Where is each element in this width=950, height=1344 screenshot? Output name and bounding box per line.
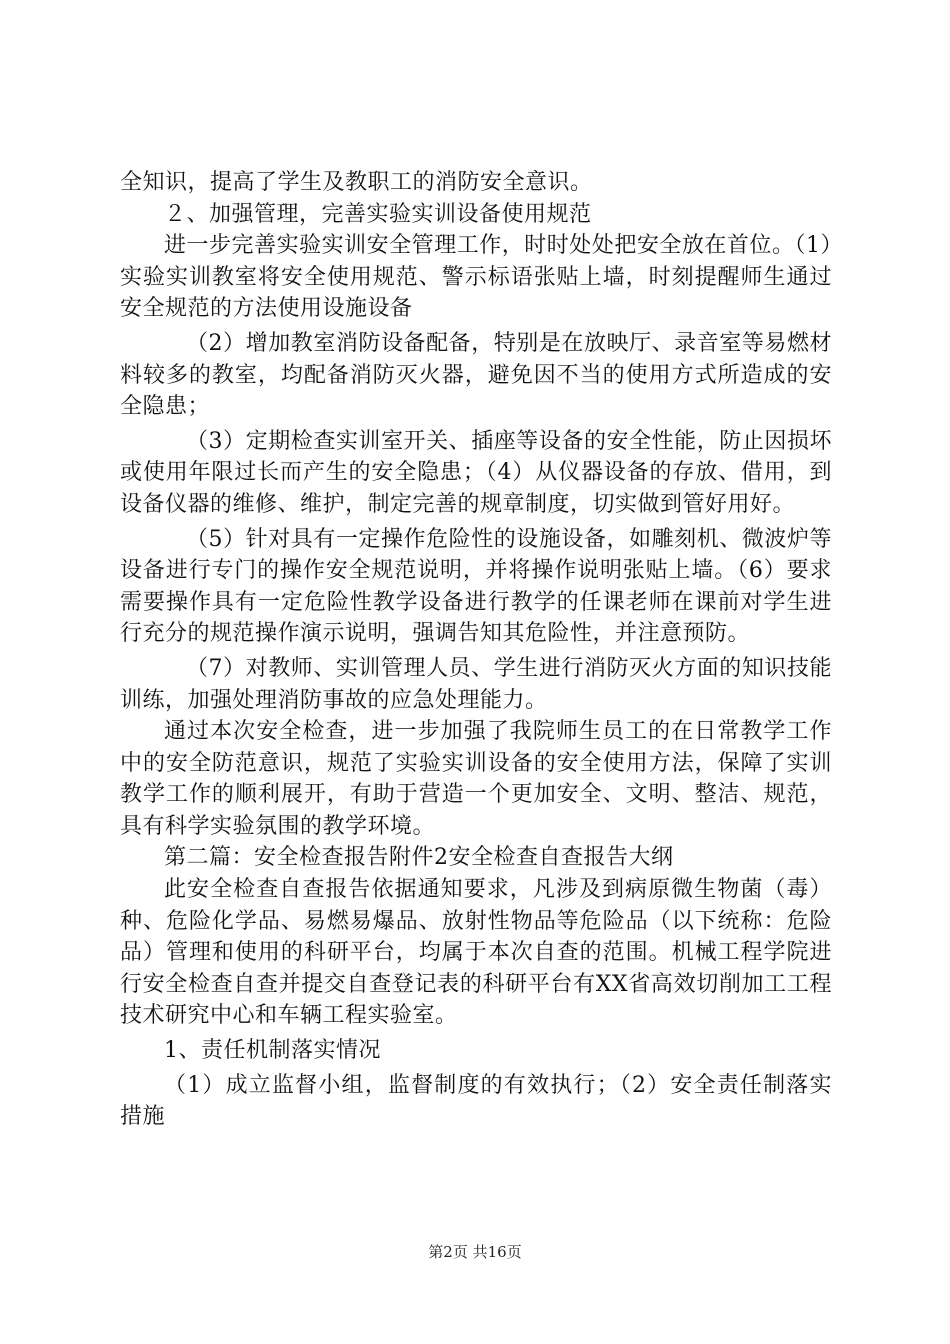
paragraph-continuation: 全知识，提高了学生及教职工的消防安全意识。	[120, 170, 593, 195]
list-item-3-4: （3）定期检查实训室开关、插座等设备的安全性能，防止因损坏或使用年限过长而产生的安全隐患；（4）从仪器设备的存放、借用，到设备仪器的维修、维护，制定完善的规章制度，切实做到管好用好。	[120, 428, 832, 517]
section-heading-2: ２、加强管理，完善实验实训设备使用规范	[164, 201, 592, 227]
list-item-2: （2）增加教室消防设备配备，特别是在放映厅、录音室等易燃材料较多的教室，均配备消防灭火器，避免因不当的使用方式所造成的安全隐患；	[120, 330, 832, 420]
list-item-5-6: （5）针对具有一定操作危险性的设施设备，如雕刻机、微波炉等设备进行专门的操作安全规范说明，并将操作说明张贴上墙。（6）要求需要操作具有一定危险性教学设备进行教学的任课老师在课前对学生进行充分的规范操作演示说明，强调告知其危险性，并注意预防。	[120, 526, 832, 647]
list-item-7: （7）对教师、实训管理人员、学生进行消防灭火方面的知识技能训练，加强处理消防事故的应急处理能力。	[120, 655, 832, 713]
paragraph: 进一步完善实验实训安全管理工作，时时处处把安全放在首位。（1）实验实训教室将安全使用规范、警示标语张贴上墙，时刻提醒师生通过安全规范的方法使用设施设备	[120, 233, 832, 322]
page-number-footer: 第2页 共16页	[428, 1243, 522, 1261]
section-heading-1: 1、责任机制落实情况	[164, 1038, 381, 1064]
document-body	[120, 167, 832, 1133]
paragraph-summary: 通过本次安全检查，进一步加强了我院师生员工的在日常教学工作中的安全防范意识，规范了实验实训设备的安全使用方法，保障了实训教学工作的顺利展开，有助于营造一个更加安全、文明、整洁、规范，具有科学实验氛围的教学环境。	[120, 719, 832, 839]
list-item-responsibility: （1）成立监督小组，监督制度的有效执行；（2）安全责任制落实措施	[120, 1072, 832, 1130]
chapter-heading: 第二篇：安全检查报告附件2安全检查自查报告大纲	[164, 845, 674, 871]
paragraph-scope: 此安全检查自查报告依据通知要求，凡涉及到病原微生物菌（毒）种、危险化学品、易燃易爆品、放射性物品等危险品（以下统称：危险品）管理和使用的科研平台，均属于本次自查的范围。机械工程学院进行安全检查自查并提交自查登记表的科研平台有XX省高效切削加工工程技术研究中心和车辆工程实验室。	[120, 877, 832, 1029]
